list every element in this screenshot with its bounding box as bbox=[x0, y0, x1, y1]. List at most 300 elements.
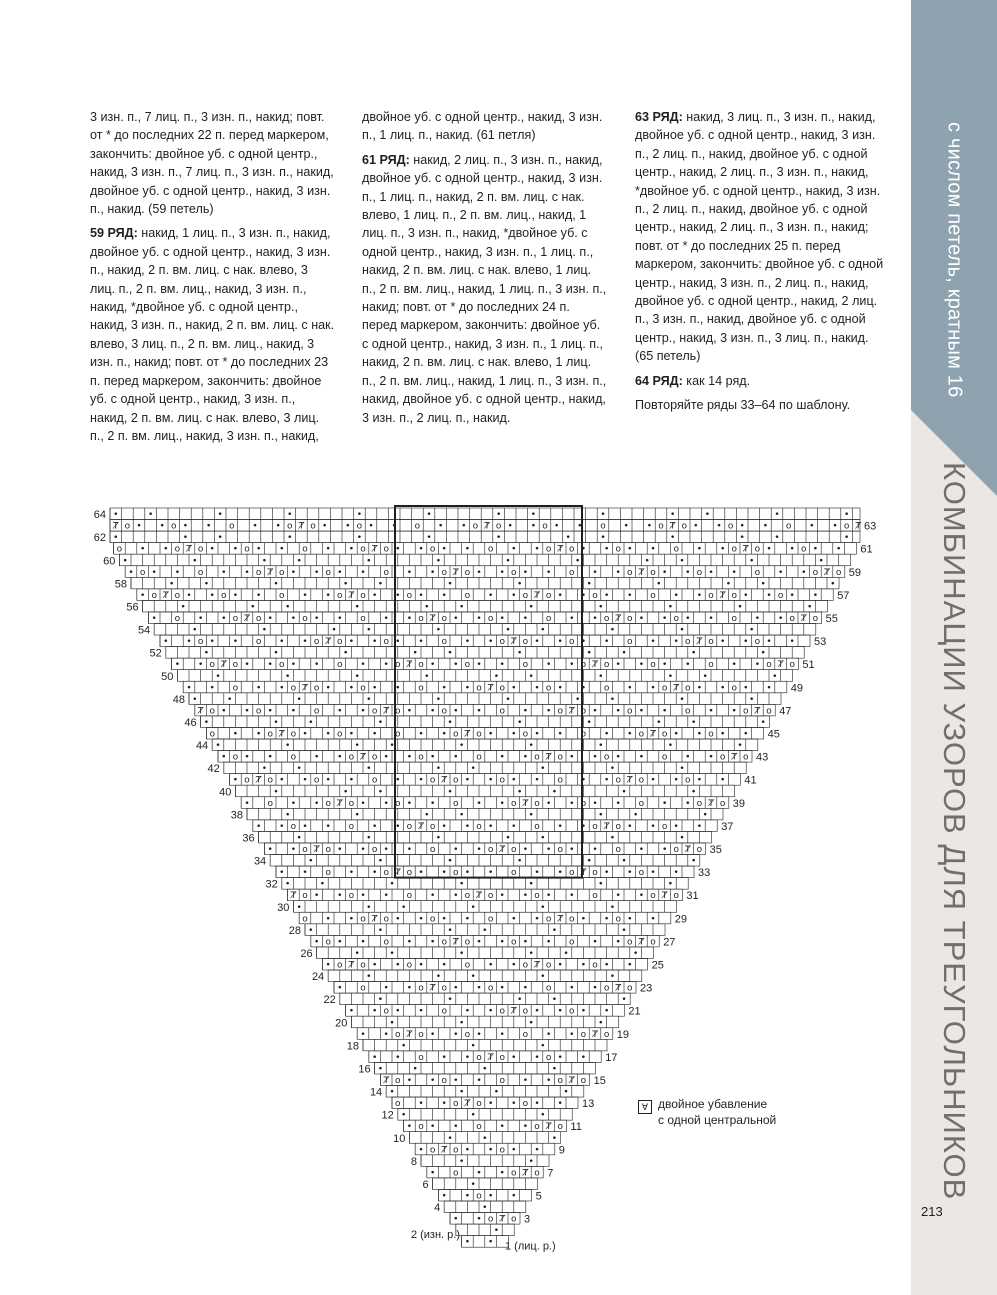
chart-symbol: • bbox=[609, 902, 616, 913]
chart-symbol: o bbox=[418, 1029, 424, 1040]
chart-symbol: • bbox=[487, 1006, 494, 1017]
chart-symbol: • bbox=[261, 764, 268, 775]
chart-symbol: • bbox=[209, 544, 215, 555]
chart-symbol: • bbox=[267, 660, 273, 671]
chart-symbol: • bbox=[244, 752, 250, 763]
chart-symbol: o bbox=[580, 1029, 587, 1040]
chart-symbol: • bbox=[366, 972, 372, 983]
chart-symbol: o bbox=[255, 614, 262, 624]
chart-symbol: • bbox=[690, 717, 697, 728]
chart-symbol: • bbox=[540, 625, 546, 636]
chart-symbol: o bbox=[476, 752, 482, 763]
chart-symbol: o bbox=[441, 937, 447, 948]
chart-symbol: • bbox=[159, 521, 165, 532]
chart-symbol: o bbox=[287, 521, 293, 532]
chart-symbol: • bbox=[470, 902, 476, 913]
chart-symbol: • bbox=[284, 602, 291, 613]
chart-symbol: • bbox=[476, 1029, 482, 1040]
chart-symbol: o bbox=[754, 567, 761, 578]
chart-symbol: • bbox=[586, 856, 592, 867]
chart-row bbox=[317, 947, 654, 959]
chart-symbol: Ⱦ bbox=[464, 1099, 471, 1110]
chart-symbol: • bbox=[830, 579, 836, 590]
chart-symbol: o bbox=[139, 567, 146, 578]
chart-symbol: • bbox=[400, 1110, 407, 1121]
chart-symbol: • bbox=[470, 1110, 476, 1121]
chart-symbol: o bbox=[360, 960, 366, 971]
row-label-right: 59 bbox=[848, 566, 862, 579]
chart-symbol: • bbox=[545, 567, 552, 578]
chart-symbol: Ⱦ bbox=[348, 960, 355, 971]
chart-symbol: • bbox=[569, 752, 575, 763]
chart-symbol: o bbox=[348, 891, 355, 902]
chart-symbol: • bbox=[302, 775, 308, 786]
chart-symbol: • bbox=[371, 590, 378, 601]
chart-symbol: • bbox=[400, 902, 407, 913]
chart-symbol: Ⱦ bbox=[545, 1122, 552, 1133]
chart-symbol: • bbox=[673, 637, 679, 648]
chart-symbol: o bbox=[383, 868, 389, 879]
chart-symbol: • bbox=[429, 1029, 436, 1040]
chart-symbol: • bbox=[551, 1064, 558, 1075]
chart-symbol: • bbox=[627, 960, 633, 971]
chart-symbol: • bbox=[383, 798, 389, 809]
chart-symbol: • bbox=[623, 521, 629, 532]
chart-symbol: o bbox=[534, 752, 540, 763]
chart-symbol: • bbox=[476, 937, 482, 948]
chart-symbol: • bbox=[287, 533, 293, 544]
chart-symbol: o bbox=[801, 544, 807, 555]
row-label-right: 9 bbox=[558, 1144, 565, 1157]
chart-symbol: Ⱦ bbox=[441, 1145, 447, 1156]
chart-symbol: o bbox=[534, 1168, 540, 1179]
chart-symbol: • bbox=[458, 1018, 465, 1029]
chart-row bbox=[398, 1109, 572, 1121]
chart-symbol: o bbox=[313, 683, 320, 694]
chart-symbol: • bbox=[464, 868, 471, 879]
chart-symbol: Ⱦ bbox=[592, 1029, 598, 1040]
chart-symbol: • bbox=[151, 567, 157, 578]
chart-symbol: • bbox=[377, 579, 384, 590]
chart-symbol: • bbox=[348, 729, 355, 740]
row-label-right: 55 bbox=[825, 613, 838, 625]
chart-symbol: Ⱦ bbox=[777, 660, 784, 671]
chart-symbol: o bbox=[522, 1099, 529, 1110]
chart-symbol: o bbox=[383, 937, 389, 948]
chart-symbol: Ⱦ bbox=[696, 637, 703, 648]
chart-symbol: • bbox=[371, 637, 378, 648]
chart-symbol: • bbox=[673, 729, 679, 740]
chart-symbol: • bbox=[360, 937, 366, 948]
chart-symbol: • bbox=[217, 510, 223, 521]
chart-symbol: Ⱦ bbox=[638, 937, 645, 948]
chart-symbol: • bbox=[308, 717, 314, 728]
chart-symbol: • bbox=[603, 544, 610, 555]
chart-symbol: • bbox=[522, 937, 529, 948]
row-label-right: 25 bbox=[651, 959, 664, 972]
chart-symbol: • bbox=[679, 694, 685, 705]
chart-symbol: • bbox=[603, 1006, 610, 1017]
chart-symbol: • bbox=[348, 683, 355, 694]
chart-symbol: • bbox=[366, 694, 372, 705]
chart-symbol: o bbox=[487, 914, 494, 925]
chart-symbol: • bbox=[476, 983, 482, 994]
chart-symbol: • bbox=[383, 614, 389, 624]
chart-symbol: o bbox=[673, 614, 679, 624]
chart-symbol: • bbox=[731, 660, 737, 671]
chart-symbol: • bbox=[766, 590, 772, 601]
chart-symbol: • bbox=[476, 845, 482, 855]
chart-symbol: • bbox=[777, 614, 784, 624]
chart-symbol: o bbox=[843, 521, 850, 532]
chart-symbol: • bbox=[250, 602, 256, 613]
chart-symbol: • bbox=[337, 845, 343, 855]
chart-symbol: • bbox=[453, 1029, 459, 1040]
row-label-1: 1 (лиц. р.) bbox=[505, 1240, 556, 1253]
chart-symbol: o bbox=[499, 706, 505, 717]
chart-symbol: • bbox=[505, 625, 511, 636]
chart-symbol: • bbox=[377, 787, 384, 798]
row-label-right: 47 bbox=[779, 705, 792, 718]
chart-symbol: o bbox=[290, 821, 297, 832]
chart-symbol: • bbox=[337, 614, 343, 624]
row64-label: 64 РЯД: bbox=[635, 373, 683, 388]
chart-symbol: o bbox=[302, 614, 308, 624]
chart-symbol: • bbox=[522, 1122, 529, 1133]
chart-symbol: o bbox=[360, 590, 366, 601]
chart-symbol: Ⱦ bbox=[255, 775, 262, 786]
chart-symbol: • bbox=[580, 637, 587, 648]
chart-symbol: • bbox=[464, 1052, 471, 1063]
chart-symbol: • bbox=[290, 660, 297, 671]
chart-row bbox=[456, 1224, 514, 1236]
chart-symbol: • bbox=[661, 845, 668, 855]
row-label-left: 28 bbox=[288, 924, 301, 937]
chart-symbol: • bbox=[342, 648, 349, 659]
chart-symbol: Ⱦ bbox=[522, 798, 529, 809]
chart-symbol: • bbox=[774, 510, 780, 521]
chart-symbol: • bbox=[458, 948, 465, 959]
chart-symbol: o bbox=[267, 798, 273, 809]
chart-symbol: o bbox=[569, 544, 575, 555]
chart-symbol: • bbox=[395, 544, 401, 555]
chart-symbol: o bbox=[511, 1214, 517, 1225]
chart-symbol: • bbox=[412, 648, 418, 659]
chart-symbol: • bbox=[325, 544, 331, 555]
chart-symbol: • bbox=[696, 729, 703, 740]
chart-symbol: • bbox=[418, 914, 424, 925]
chart-symbol: • bbox=[592, 983, 598, 994]
chart-symbol: • bbox=[499, 752, 505, 763]
chart-symbol: o bbox=[279, 660, 285, 671]
chart-symbol: • bbox=[470, 1041, 476, 1052]
chart-symbol: • bbox=[522, 614, 529, 624]
chart-symbol: o bbox=[685, 637, 691, 648]
chart-symbol: • bbox=[232, 637, 239, 648]
chart-symbol: • bbox=[739, 521, 745, 532]
chart-symbol: • bbox=[679, 764, 685, 775]
chart-symbol: o bbox=[557, 845, 563, 855]
chart-symbol: • bbox=[261, 625, 268, 636]
chart-symbol: • bbox=[383, 983, 389, 994]
chart-symbol: • bbox=[609, 833, 616, 844]
chart-symbol: o bbox=[383, 1006, 389, 1017]
chart-symbol: • bbox=[731, 567, 737, 578]
chart-symbol: o bbox=[337, 660, 343, 671]
chart-symbol: o bbox=[522, 637, 529, 648]
chart-symbol: • bbox=[290, 706, 297, 717]
chart-symbol: • bbox=[603, 960, 610, 971]
chart-symbol: • bbox=[395, 775, 401, 786]
chart-symbol: • bbox=[232, 729, 239, 740]
chart-symbol: • bbox=[437, 521, 444, 532]
chart-symbol: • bbox=[818, 556, 824, 567]
chart-symbol: o bbox=[406, 821, 413, 832]
chart-symbol: o bbox=[174, 590, 181, 601]
chart-symbol: Ⱦ bbox=[627, 775, 633, 786]
chart-symbol: • bbox=[487, 960, 494, 971]
chart-symbol: o bbox=[650, 590, 656, 601]
chart-symbol: o bbox=[580, 729, 587, 740]
chart-symbol: • bbox=[638, 891, 645, 902]
chart-symbol: o bbox=[696, 845, 703, 855]
chart-symbol: o bbox=[592, 821, 598, 832]
chart-symbol: • bbox=[279, 637, 285, 648]
chart-symbol: o bbox=[255, 567, 262, 578]
row-label-right: 43 bbox=[756, 751, 769, 764]
chart-symbol: • bbox=[806, 602, 813, 613]
chart-symbol: • bbox=[586, 579, 592, 590]
row-label-left: 18 bbox=[346, 1040, 359, 1053]
chart-symbol: • bbox=[429, 706, 436, 717]
chart-symbol: Ⱦ bbox=[244, 614, 250, 624]
chart-symbol: • bbox=[516, 995, 523, 1006]
chart-symbol: • bbox=[511, 914, 517, 925]
chart-symbol: • bbox=[337, 752, 343, 763]
chart-symbol: • bbox=[464, 1237, 471, 1248]
chart-symbol: • bbox=[348, 868, 355, 879]
chart-symbol: • bbox=[754, 614, 761, 624]
chart-symbol: • bbox=[441, 868, 447, 879]
chart-symbol: • bbox=[113, 533, 119, 544]
row-label-right: 35 bbox=[709, 844, 722, 856]
chart-symbol: • bbox=[418, 960, 424, 971]
chart-symbol: • bbox=[534, 1145, 540, 1156]
chart-symbol: • bbox=[441, 544, 447, 555]
chart-symbol: • bbox=[789, 544, 795, 555]
chart-symbol: • bbox=[325, 729, 331, 740]
chart-symbol: Ⱦ bbox=[371, 914, 378, 925]
chart-symbol: o bbox=[290, 683, 297, 694]
row-label-left: 40 bbox=[219, 786, 232, 799]
chart-symbol: • bbox=[360, 845, 366, 855]
chart-symbol: • bbox=[499, 614, 505, 624]
chart-symbol: • bbox=[522, 983, 529, 994]
chart-symbol: • bbox=[302, 821, 308, 832]
chart-symbol: • bbox=[424, 671, 430, 682]
chart-symbol: o bbox=[429, 775, 436, 786]
chart-symbol: • bbox=[685, 614, 691, 624]
chart-symbol: o bbox=[661, 821, 668, 832]
chart-symbol: • bbox=[366, 902, 372, 913]
chart-symbol: • bbox=[516, 648, 523, 659]
chart-symbol: • bbox=[215, 741, 221, 752]
chart-symbol: Ⱦ bbox=[487, 683, 494, 694]
chart-row bbox=[224, 762, 746, 774]
row-label-right: 41 bbox=[744, 774, 757, 787]
chart-symbol: o bbox=[499, 1076, 505, 1086]
chart-symbol: Ⱦ bbox=[592, 660, 598, 671]
chart-symbol: • bbox=[360, 567, 366, 578]
chart-symbol: o bbox=[418, 660, 424, 671]
chart-symbol: • bbox=[279, 821, 285, 832]
chart-symbol: • bbox=[371, 729, 378, 740]
chart-symbol: • bbox=[354, 671, 360, 682]
chart-symbol: • bbox=[569, 614, 575, 624]
chart-symbol: o bbox=[545, 544, 552, 555]
chart-symbol: • bbox=[615, 706, 621, 717]
chart-symbol: • bbox=[395, 960, 401, 971]
chart-symbol: • bbox=[342, 787, 349, 798]
chart-symbol: • bbox=[377, 925, 384, 936]
chart-symbol: • bbox=[777, 567, 784, 578]
chart-symbol: • bbox=[493, 1087, 500, 1098]
chart-symbol: • bbox=[435, 764, 442, 775]
chart-symbol: • bbox=[696, 544, 703, 555]
chart-symbol: • bbox=[719, 544, 726, 555]
chart-symbol: o bbox=[638, 729, 645, 740]
chart-symbol: • bbox=[221, 567, 227, 578]
chart-symbol: • bbox=[395, 637, 401, 648]
chart-symbol: o bbox=[325, 845, 331, 855]
legend-line-1: двойное убавление bbox=[658, 1097, 768, 1111]
chart-symbol: Ⱦ bbox=[615, 614, 621, 624]
chart-symbol: • bbox=[389, 1018, 395, 1029]
chart-symbol: Ⱦ bbox=[186, 544, 192, 555]
chart-symbol: • bbox=[163, 544, 169, 555]
chart-symbol: o bbox=[495, 521, 502, 532]
row-label-right: 57 bbox=[837, 589, 850, 602]
chart-symbol: • bbox=[217, 533, 223, 544]
chart-symbol: o bbox=[310, 521, 316, 532]
chart-symbol: • bbox=[685, 660, 691, 671]
chart-symbol: • bbox=[511, 821, 517, 832]
chart-symbol: • bbox=[534, 683, 540, 694]
chart-symbol: • bbox=[499, 983, 505, 994]
chart-symbol: • bbox=[580, 1006, 587, 1017]
chart-symbol: • bbox=[557, 637, 563, 648]
chart-symbol: • bbox=[627, 683, 633, 694]
chart-symbol: • bbox=[406, 937, 413, 948]
chart-symbol: o bbox=[244, 544, 250, 555]
chart-row bbox=[270, 855, 700, 867]
chart-row bbox=[154, 624, 816, 636]
chart-symbol: o bbox=[418, 752, 424, 763]
chart-symbol: Ⱦ bbox=[669, 521, 676, 532]
chart-symbol: • bbox=[534, 729, 540, 740]
chart-symbol: • bbox=[302, 729, 308, 740]
chart-symbol: • bbox=[696, 821, 703, 832]
chart-symbol: • bbox=[487, 637, 494, 648]
chart-symbol: o bbox=[151, 590, 157, 601]
chart-symbol: o bbox=[232, 660, 239, 671]
chart-symbol: o bbox=[812, 567, 819, 578]
chart-symbol: Ⱦ bbox=[371, 544, 378, 555]
chart-symbol: • bbox=[395, 1006, 401, 1017]
chart-symbol: • bbox=[389, 1087, 395, 1098]
chart-symbol: o bbox=[360, 683, 366, 694]
chart-symbol: • bbox=[499, 1168, 505, 1179]
chart-symbol: • bbox=[464, 821, 471, 832]
chart-symbol: • bbox=[348, 775, 355, 786]
chart-symbol: o bbox=[522, 729, 529, 740]
chart-symbol: o bbox=[302, 914, 308, 925]
chart-symbol: • bbox=[273, 717, 279, 728]
chart-symbol: • bbox=[319, 879, 326, 890]
chart-symbol: Ⱦ bbox=[638, 567, 645, 578]
chart-symbol: Ⱦ bbox=[302, 683, 308, 694]
chart-symbol: o bbox=[487, 845, 494, 855]
chart-symbol: • bbox=[551, 787, 558, 798]
chart-symbol: • bbox=[487, 821, 494, 832]
chart-symbol: o bbox=[337, 729, 343, 740]
chart-symbol: • bbox=[337, 983, 343, 994]
chart-symbol: • bbox=[395, 683, 401, 694]
chart-symbol: • bbox=[801, 567, 807, 578]
chart-symbol: • bbox=[290, 845, 297, 855]
chart-symbol: Ⱦ bbox=[522, 1168, 529, 1179]
chart-symbol: • bbox=[209, 683, 215, 694]
chart-symbol: • bbox=[389, 879, 395, 890]
sidebar-tab bbox=[911, 0, 997, 410]
chart-symbol: • bbox=[337, 891, 343, 902]
chart-symbol: o bbox=[499, 775, 505, 786]
chart-symbol: • bbox=[441, 683, 447, 694]
chart-symbol: o bbox=[708, 637, 714, 648]
chart-symbol: • bbox=[313, 567, 320, 578]
row-label-left: 30 bbox=[277, 901, 290, 914]
chart-symbol: o bbox=[545, 614, 552, 624]
chart-symbol: • bbox=[377, 717, 384, 728]
chart-symbol: o bbox=[580, 1076, 587, 1086]
row-label-right: 29 bbox=[674, 913, 688, 926]
chart-row bbox=[235, 785, 734, 797]
chart-symbol: • bbox=[418, 868, 424, 879]
chart-symbol: • bbox=[371, 683, 378, 694]
chart-symbol: • bbox=[499, 660, 505, 671]
chart-symbol: • bbox=[395, 914, 401, 925]
chart-symbol: o bbox=[650, 660, 656, 671]
chart-symbol: • bbox=[435, 556, 442, 567]
chart-symbol: • bbox=[406, 614, 413, 624]
chart-symbol: o bbox=[476, 683, 482, 694]
chart-row bbox=[340, 993, 630, 1005]
chart-symbol: o bbox=[615, 544, 621, 555]
chart-symbol: o bbox=[441, 1006, 447, 1017]
chart-symbol: o bbox=[395, 660, 401, 671]
chart-symbol: • bbox=[255, 590, 262, 601]
chart-symbol: • bbox=[530, 510, 537, 521]
chart-symbol: • bbox=[476, 1076, 482, 1086]
chart-symbol: • bbox=[377, 995, 384, 1006]
chart-symbol: • bbox=[356, 510, 363, 521]
chart-symbol: • bbox=[580, 775, 587, 786]
chart-symbol: • bbox=[418, 544, 424, 555]
chart-symbol: • bbox=[128, 567, 134, 578]
chart-symbol: • bbox=[209, 590, 215, 601]
chart-symbol: o bbox=[673, 845, 679, 855]
paragraph-repeat: Повторяйте ряды 33–64 по шаблону. bbox=[635, 398, 851, 413]
